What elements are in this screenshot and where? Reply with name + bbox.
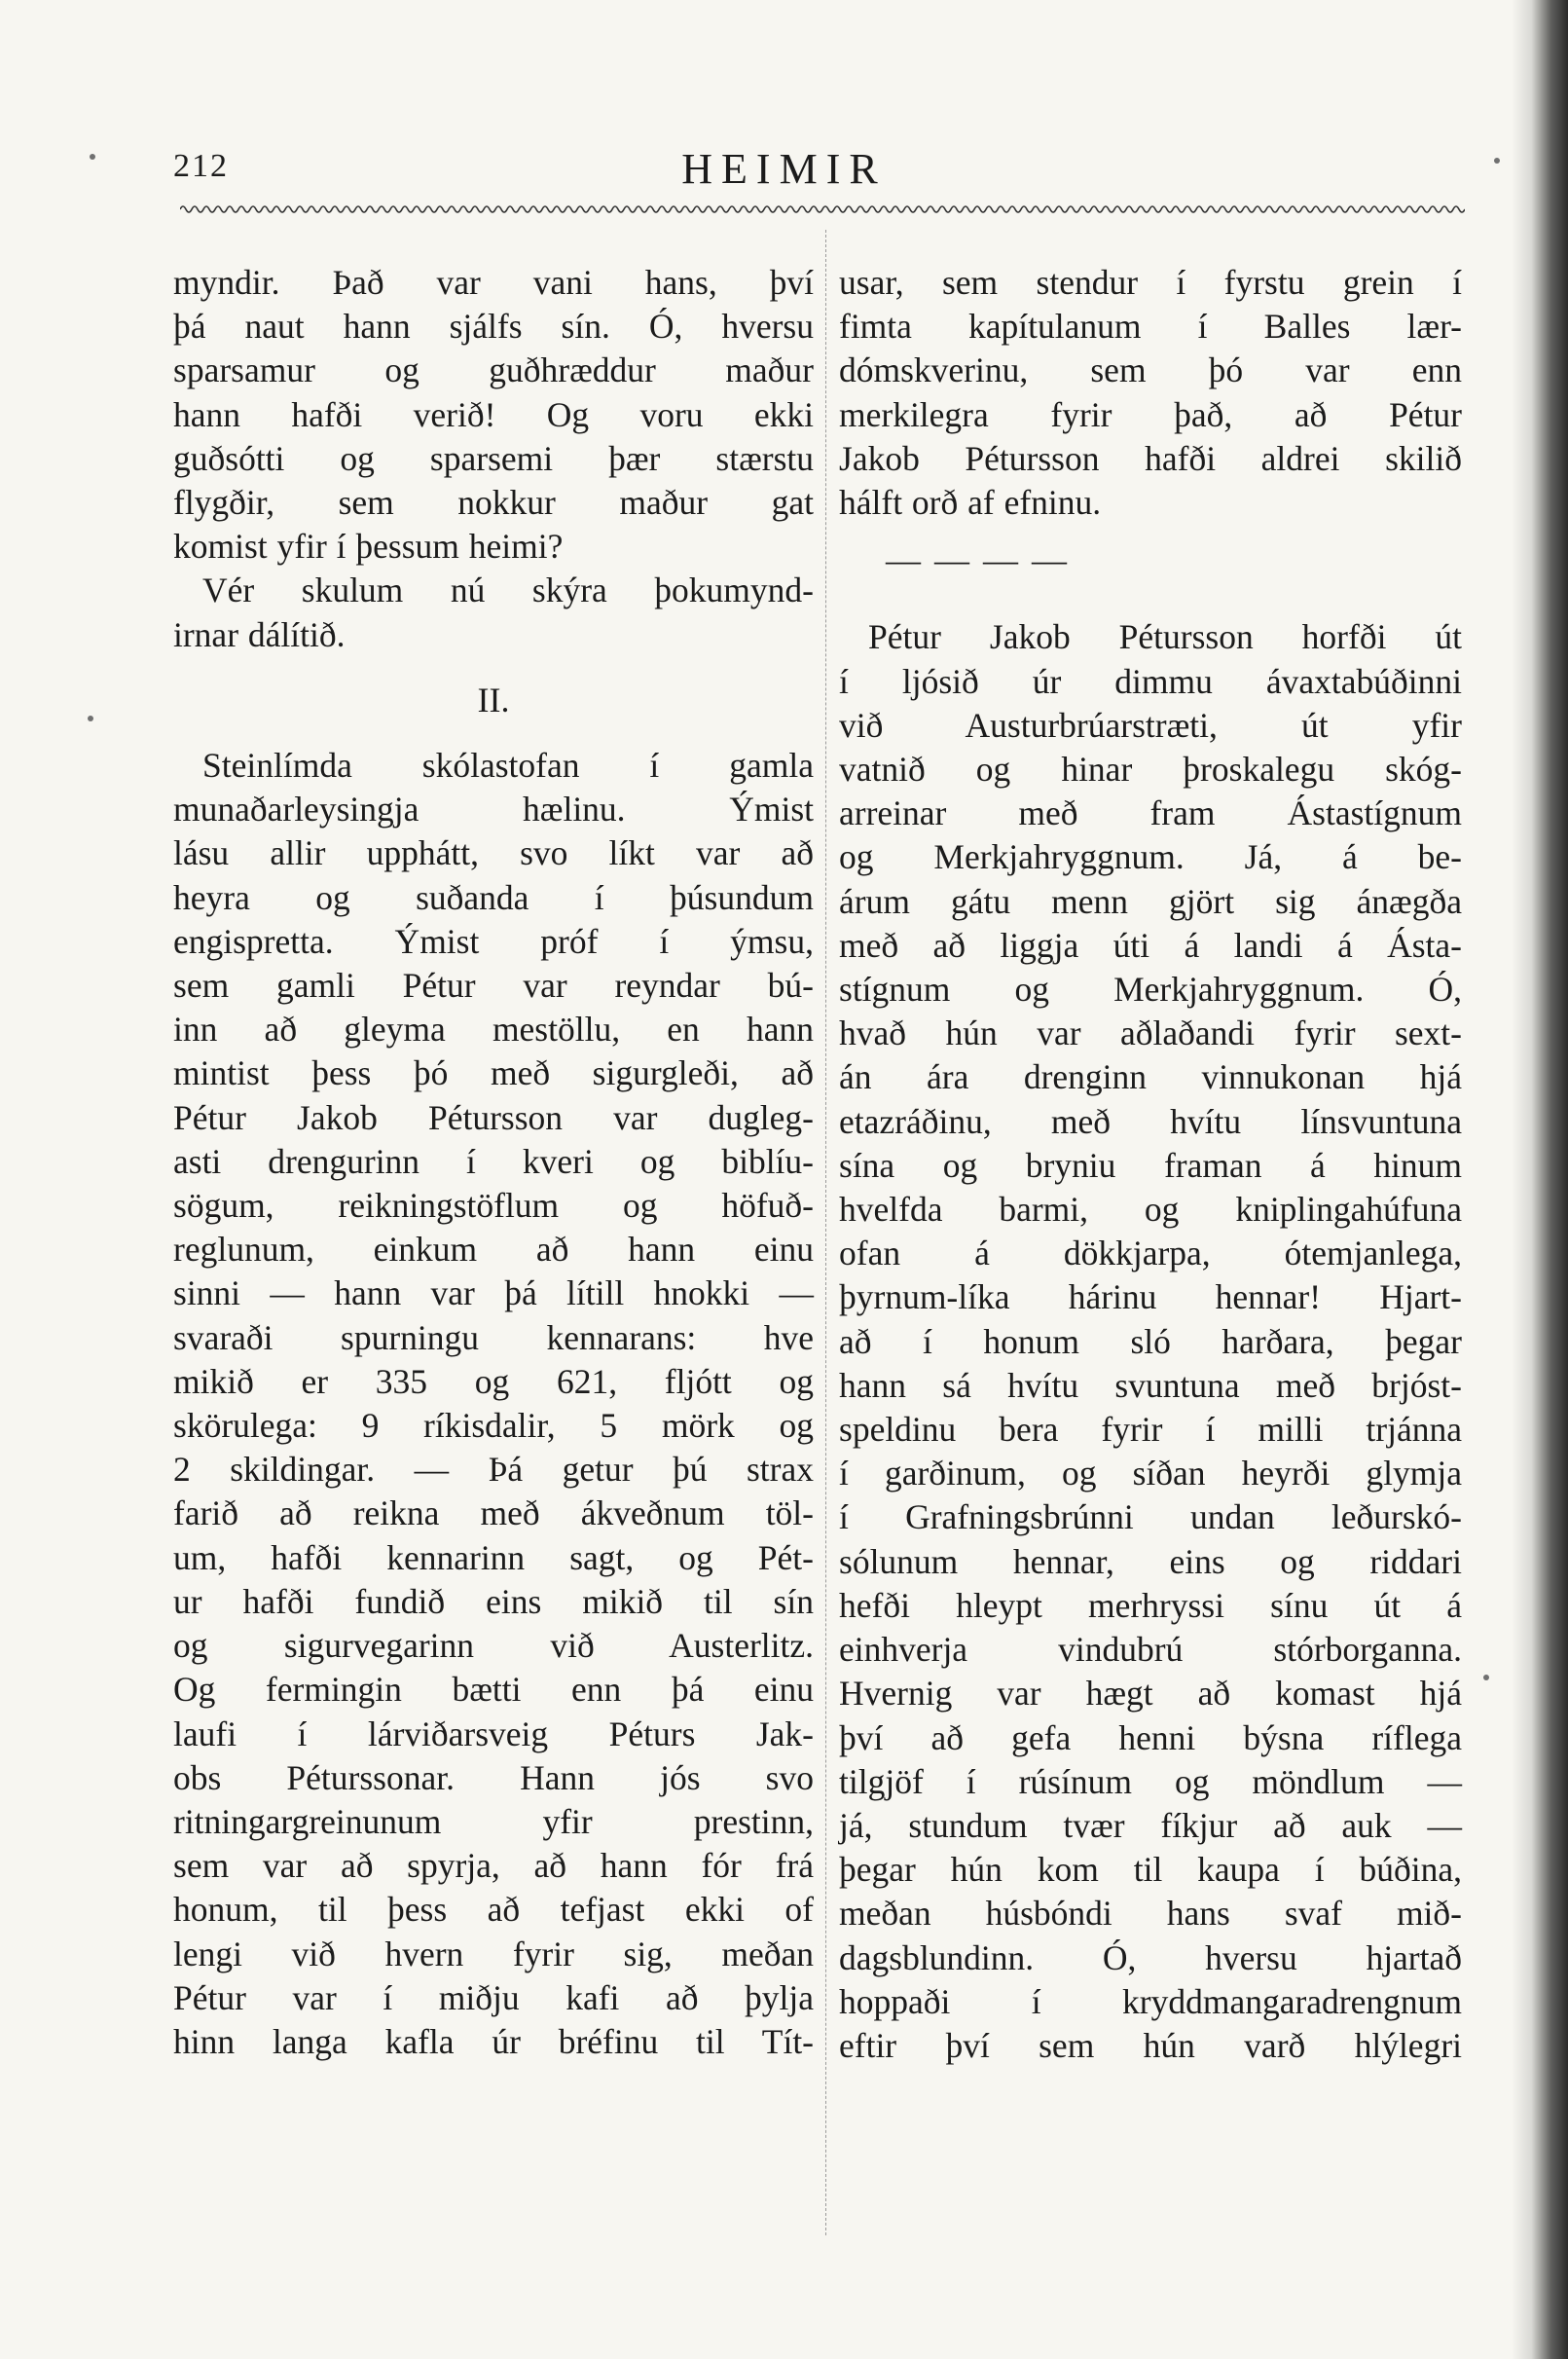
text-line: og sigurvegarinn við Austerlitz. [173,1626,814,1666]
right-column-paragraphs [839,261,1462,525]
text-line: usar, sem stendur í fyrstu grein í [839,263,1462,302]
scan-speck [88,716,93,721]
text-line: sem var að spyrja, að hann fór frá [173,1846,814,1886]
text-line: hann sá hvítu svuntuna með brjóst- [839,1365,1462,1405]
text-line: í ljósið úr dimmu ávaxtabúðinni [839,661,1462,701]
text-line: meðan húsbóndi hans svaf mið- [839,1894,1462,1934]
text-line: 2 skildingar. — Þá getur þú strax [173,1450,814,1490]
text-line: við Austurbrúarstræti, út yfir [839,705,1462,745]
text-line: Vér skulum nú skýra þokumynd- [202,571,814,610]
text-line: honum, til þess að tefjast ekki of [173,1890,814,1930]
text-line: í garðinum, og síðan heyrði glymja [839,1454,1462,1493]
text-line: og Merkjahryggnum. Já, á be- [839,837,1462,877]
text-line: hálft orð af efninu. [839,483,1102,523]
text-line: ofan á dökkjarpa, ótemjanlega, [839,1234,1462,1273]
text-line: sem gamli Pétur var reyndar bú- [173,966,814,1006]
text-line: stígnum og Merkjahryggnum. Ó, [839,970,1462,1010]
text-line: Pétur Jakob Pétursson horfði út [868,617,1462,657]
page-number: 212 [173,148,229,184]
text-line: speldinu bera fyrir í milli trjánna [839,1410,1462,1450]
text-line: myndir. Það var vani hans, því [173,263,814,302]
left-column [173,261,814,2064]
text-line: hefði hleypt merhryssi sínu út á [839,1585,1462,1625]
scan-speck [1483,1675,1489,1680]
text-line: um, hafði kennarinn sagt, og Pét- [173,1537,814,1577]
text-line: laufi í lárviðarsveig Péturs Jak- [173,1714,814,1753]
scan-speck [90,154,95,160]
text-line: svaraði spurningu kennarans: hve [173,1317,814,1357]
text-line: Jakob Pétursson hafði aldrei skilið [839,438,1462,478]
page-edge-shadow [1512,0,1568,2359]
right-column [839,261,1462,2068]
text-line: guðsótti og sparsemi þær stærstu [173,438,814,478]
text-line: lengi við hvern fyrir sig, meðan [173,1934,814,1973]
text-line: sögum, reikningstöflum og höfuð- [173,1186,814,1226]
text-line: komist yfir í þessum heimi? [173,527,564,567]
text-line: með að liggja úti á landi á Ásta- [839,925,1462,965]
text-line: hvað hún var aðlaðandi fyrir sext- [839,1014,1462,1053]
text-line: hoppaði í kryddmangaradrengnum [839,1981,1462,2021]
text-line: skörulega: 9 ríkisdalir, 5 mörk og [173,1406,814,1446]
text-line: tilgjöf í rúsínum og möndlum — [839,1761,1462,1801]
text-line: Hvernig var hægt að komast hjá [839,1674,1462,1714]
text-line: eftir því sem hún varð hlýlegri [839,2025,1462,2065]
text-line: reglunum, einkum að hann einu [173,1230,814,1270]
text-line: sparsamur og guðhræddur maður [173,350,814,390]
text-line: heyra og suðanda í þúsundum [173,877,814,917]
text-line: mintist þess þó með sigurgleði, að [173,1053,814,1093]
right-column-section-text [839,615,1462,2068]
text-line: inn að gleyma mestöllu, en hann [173,1010,814,1050]
text-line: vatnið og hinar þroskalegu skóg- [839,750,1462,790]
text-line: án ára drenginn vinnukonan hjá [839,1057,1462,1097]
text-line: ur hafði fundið eins mikið til sín [173,1581,814,1621]
text-line: lásu allir upphátt, svo líkt var að [173,833,814,873]
text-line: einhverja vindubrú stórborganna. [839,1630,1462,1670]
text-line: sinni — hann var þá lítill hnokki — [173,1273,814,1313]
scan-speck [1494,158,1500,164]
text-line: Og fermingin bætti enn þá einu [173,1670,814,1710]
left-column-paragraphs [173,261,814,657]
text-line: etazráðinu, með hvítu línsvuntuna [839,1101,1462,1141]
text-line: árum gátu menn gjört sig ánægða [839,881,1462,921]
text-line: fimta kapítulanum í Balles lær- [839,307,1462,347]
text-line: dómskverinu, sem þó var enn [839,350,1462,390]
text-line: já, stundum tvær fíkjur að auk — [839,1805,1462,1845]
text-line: asti drengurinn í kveri og biblíu- [173,1141,814,1181]
text-line: irnar dálítið. [173,614,346,654]
left-column-section-text [173,744,814,2064]
text-line: Steinlímda skólastofan í gamla [202,746,814,786]
text-line: sólunum hennar, eins og riddari [839,1541,1462,1581]
text-line: arreinar með fram Ástastígnum [839,793,1462,833]
text-line: því að gefa henni býsna ríflega [839,1717,1462,1757]
text-line: flygðir, sem nokkur maður gat [173,483,814,523]
text-line: þyrnum-líka hárinu hennar! Hjart- [839,1277,1462,1317]
text-line: farið að reikna með ákveðnum töl- [173,1493,814,1533]
text-line: mikið er 335 og 621, fljótt og [173,1361,814,1401]
text-line: munaðarleysingja hælinu. Ýmist [173,790,814,829]
running-head: HEIMIR [681,145,887,193]
text-line: engispretta. Ýmist próf í ýmsu, [173,921,814,961]
text-line: þegar hún kom til kaupa í búðina, [839,1850,1462,1890]
text-line: að í honum sló harðara, þegar [839,1321,1462,1361]
text-line: dagsblundinn. Ó, hversu hjartað [839,1937,1462,1977]
text-line: hann hafði verið! Og voru ekki [173,394,814,434]
text-line: hvelfda barmi, og kniplingahúfuna [839,1190,1462,1230]
section-numeral: II. [477,680,510,719]
text-line: obs Péturssonar. Hann jós svo [173,1757,814,1797]
column-divider [825,230,826,2235]
text-line: sína og bryniu framan á hinum [839,1145,1462,1185]
text-line: Pétur Jakob Pétursson var dugleg- [173,1097,814,1137]
text-line: ritningargreinunum yfir prestinn, [173,1801,814,1841]
text-line: þá naut hann sjálfs sín. Ó, hversu [173,307,814,347]
section-separator: — — — — [886,540,1069,580]
wavy-rule [180,203,1465,216]
text-line: hinn langa kafla úr bréfinu til Tít- [173,2021,814,2061]
text-line: Pétur var í miðju kafi að þylja [173,1977,814,2017]
text-line: merkilegra fyrir það, að Pétur [839,394,1462,434]
text-line: í Grafningsbrúnni undan leðurskó- [839,1497,1462,1537]
